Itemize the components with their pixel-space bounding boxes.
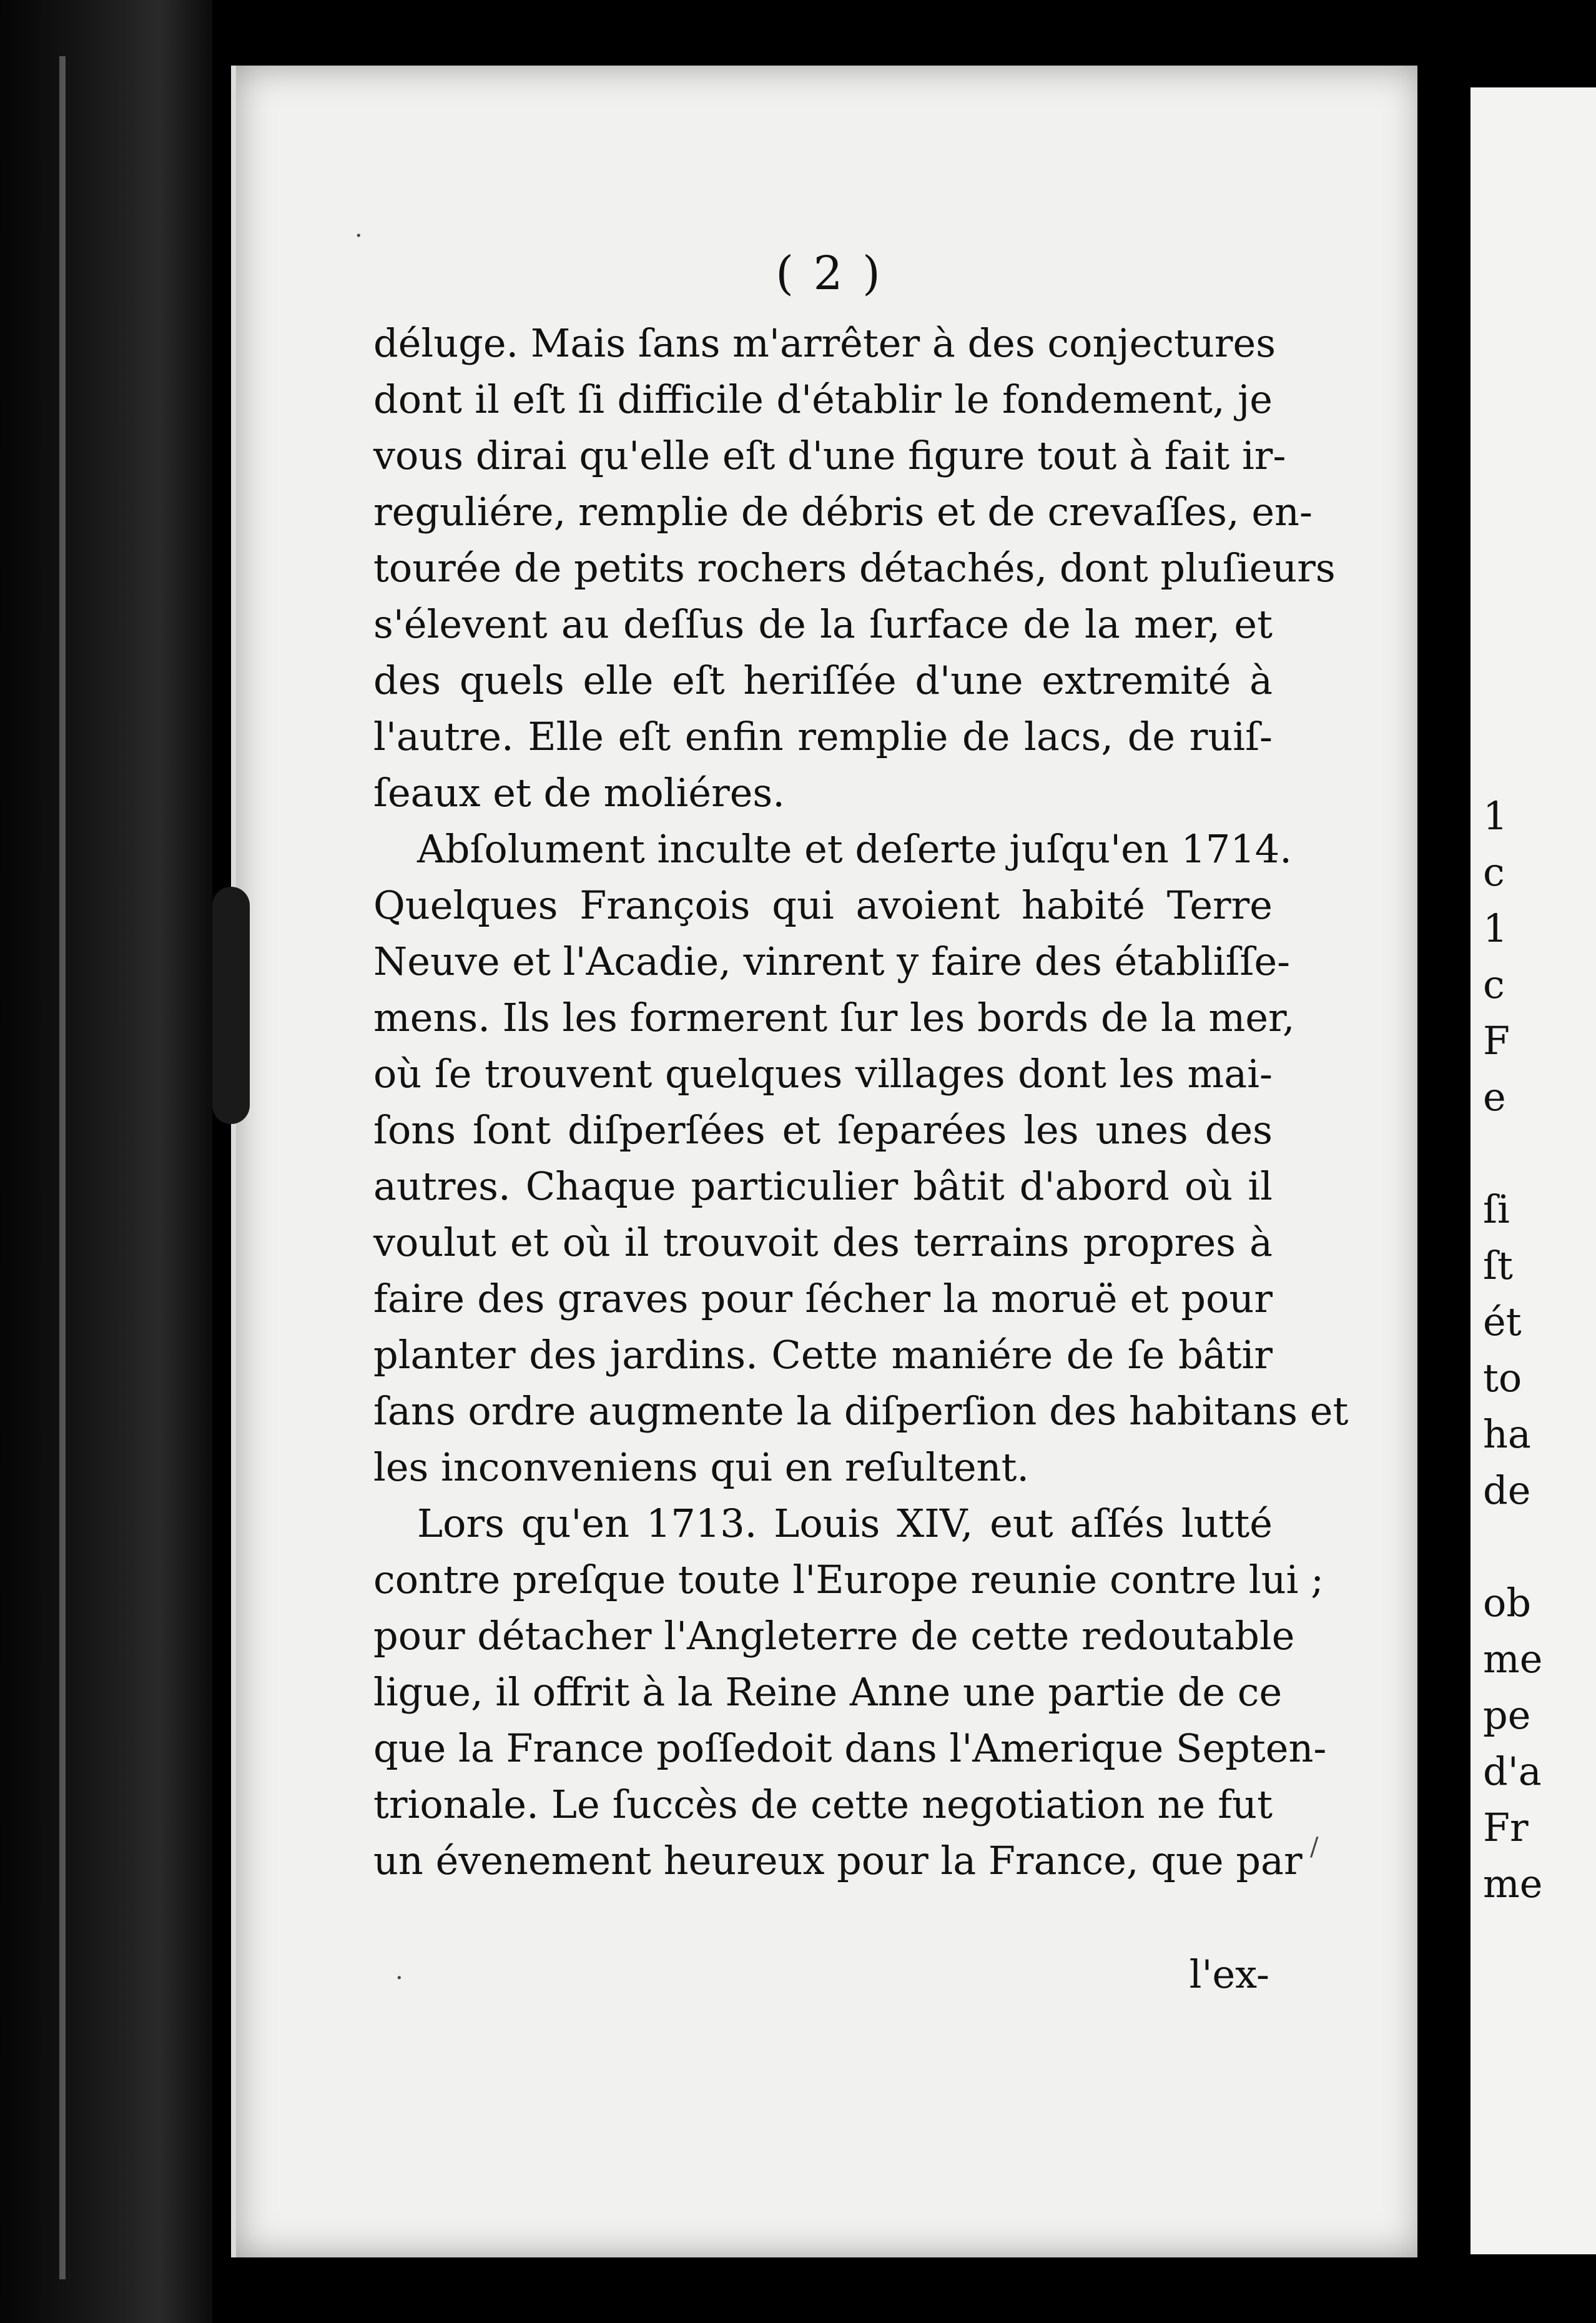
text-line: planter des jardins. Cette maniére de ſe bâtir [373,1332,1273,1378]
facing-page-fragment: ſt [1483,1243,1513,1288]
facing-page-fragment: c [1483,962,1505,1007]
facing-page-fragment: ſi [1483,1186,1510,1232]
text-line: dont il eſt ſi difficile d'établir le fondement, je [373,377,1273,422]
facing-page-fragment: d'a [1483,1748,1542,1794]
facing-page-fragment: de [1483,1467,1531,1513]
text-line: ſeaux et de moliéres. [373,770,785,816]
speck-mark: · [355,222,363,250]
text-line: ſans ordre augmente la diſperſion des habitans et [373,1388,1349,1434]
document-page [231,66,1422,2257]
facing-page-fragment: c [1483,849,1505,895]
text-line: l'autre. Elle eſt enfin remplie de lacs, de ruiſ- [373,714,1273,759]
facing-page-fragment: pe [1483,1692,1531,1738]
facing-page-fragment: to [1483,1355,1522,1401]
facing-page-fragment: me [1483,1636,1543,1682]
text-line: reguliére, remplie de débris et de crevaſſes, en- [373,489,1313,535]
text-line: contre preſque toute l'Europe reunie contre lui ; [373,1557,1324,1602]
text-line: Neuve et l'Acadie, vinrent y faire des établiſſe- [373,939,1291,984]
text-line: trionale. Le ſuccès de cette negotiation ne fut [373,1782,1273,1827]
catchword: l'ex- [1189,1951,1269,1997]
facing-page-fragment: 1 [1483,905,1508,951]
text-line: des quels elle eſt heriſſée d'une extremité à [373,658,1273,703]
paragraph-start: Abſolument inculte et deſerte juſqu'en 1714. [417,826,1292,872]
page-number: ( 2 ) [776,247,883,300]
text-line: pour détacher l'Angleterre de cette redoutable [373,1613,1295,1659]
text-line: faire des graves pour ſécher la moruë et pour [373,1276,1273,1321]
text-line: ligue, il offrit à la Reine Anne une partie de ce [373,1669,1283,1715]
speck-mark: / [1310,1833,1319,1862]
facing-page-fragment: ob [1483,1580,1532,1625]
paragraph-start: Lors qu'en 1713. Louis XIV, eut aſſés lutté [417,1501,1273,1546]
text-line: où ſe trouvent quelques villages dont les mai- [373,1051,1273,1097]
binding-edge [59,56,66,2279]
text-line: les inconveniens qui en reſultent. [373,1444,1030,1490]
facing-page-fragment: 1 [1483,793,1508,839]
page-gutter [1417,0,1474,2323]
text-line: déluge. Mais ſans m'arrêter à des conjectures [373,320,1276,366]
text-line: tourée de petits rochers détachés, dont pluſieurs [373,545,1336,591]
text-line: vous dirai qu'elle eſt d'une figure tout à fait ir- [373,433,1286,478]
speck-mark: · [395,1964,403,1993]
text-line: mens. Ils les formerent ſur les bords de la mer, [373,995,1295,1040]
text-line: Quelques François qui avoient habité Terre [373,882,1273,928]
book-binding [0,0,212,2323]
facing-page-fragment: F [1483,1018,1510,1063]
text-line: ſons ſont diſperſées et ſeparées les unes des [373,1107,1273,1153]
text-line: un évenement heureux pour la France, que par [373,1838,1303,1883]
facing-page-fragment: e [1483,1074,1506,1120]
facing-page-fragment: ha [1483,1411,1531,1457]
text-line: que la France poſſedoit dans l'Amerique Septen- [373,1725,1327,1771]
text-line: autres. Chaque particulier bâtit d'abord où il [373,1163,1273,1209]
facing-page [1470,87,1596,2254]
text-line: s'élevent au deſſus de la ſurface de la mer, et [373,601,1273,647]
facing-page-fragment: me [1483,1861,1543,1906]
facing-page-fragment: ét [1483,1299,1522,1344]
facing-page-fragment: Fr [1483,1805,1529,1850]
ink-blot [212,887,250,1124]
page-text [373,315,1349,1889]
text-line: voulut et où il trouvoit des terrains propres à [373,1220,1273,1265]
